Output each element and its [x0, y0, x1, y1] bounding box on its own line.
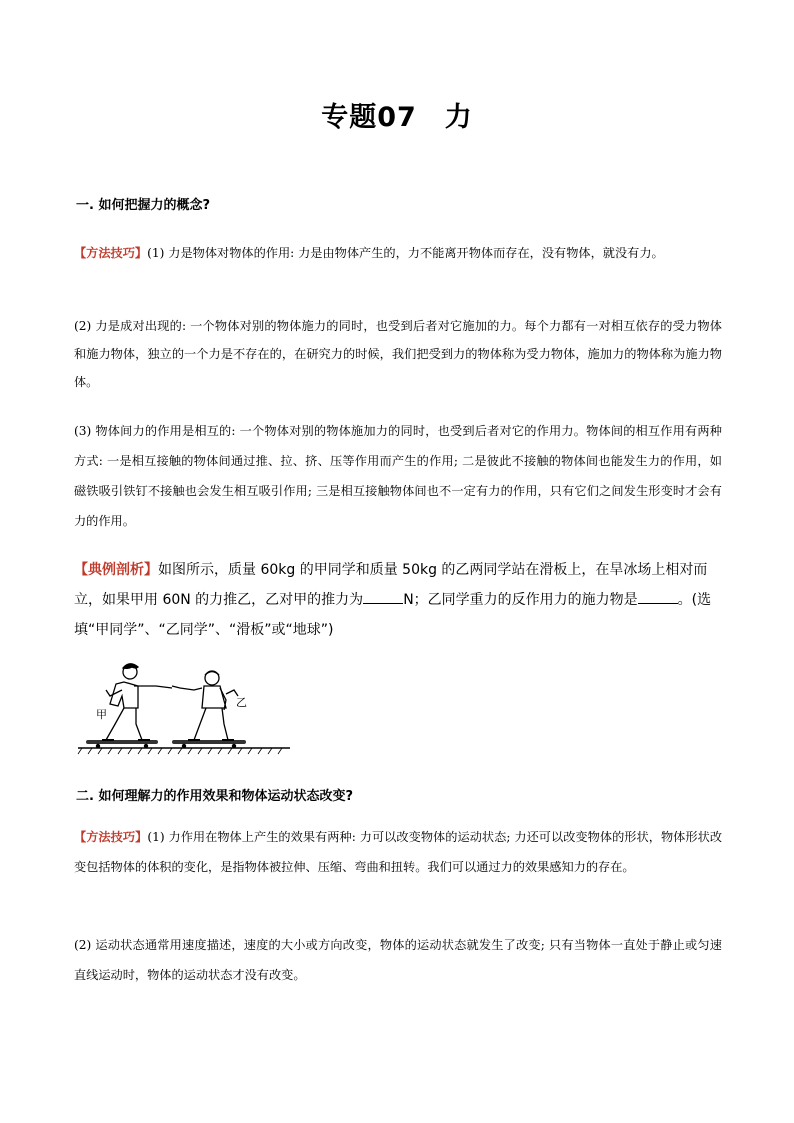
section-2-heading: 二. 如何理解力的作用效果和物体运动状态改变? [76, 789, 354, 804]
label-jia: 甲 [96, 708, 107, 721]
section-1-paragraph-2: (2) 力是成对出现的: 一个物体对别的物体施力的同时，也受到后者对它施加的力。每个力都有一对相互依存的受力物体和施力物体，独立的一个力是不存在的，在研究力的时候，我们把受到力的物体称为受力物体，施加力的物体称为施力物体。 [74, 319, 722, 389]
page-title: 专题07 力 [321, 102, 473, 133]
paragraph-text: (1) 力是物体对物体的作用: 力是由物体产生的，力不能离开物体而存在，没有物体，就没有力。 [147, 246, 664, 260]
example-text-c: 。(选填“甲同学”、“乙同学”、“滑板”或“地球”) [74, 592, 712, 638]
method-tag: 【方法技巧】 [74, 246, 148, 260]
method-tag: 【方法技巧】 [74, 830, 148, 844]
skateboard-right [172, 740, 246, 748]
section-1-paragraph-3: (3) 物体间力的作用是相互的: 一个物体对别的物体施加力的同时，也受到后者对它的作用力。物体间的相互作用有两种方式: 一是相互接触的物体间通过推、拉、挤、压等作用而产生的作用; 二是彼此不接触的物体间也能发生力的作用，如磁铁吸引铁钉不接触也会发生相互吸引作用; 三是相互接触物体间也不一定有力的作用，只有它们之间发生形变时才会有力的作用。 [74, 424, 722, 528]
ground-hatching [78, 748, 282, 754]
example-text-b: N；乙同学重力的反作用力的施力物是 [403, 592, 638, 608]
example-tag: 【典例剖析】 [74, 562, 158, 578]
student-jia [102, 664, 172, 740]
section-1-paragraph-1 [74, 238, 722, 268]
student-yi [172, 671, 238, 740]
paragraph-text: (1) 力作用在物体上产生的效果有两种: 力可以改变物体的运动状态; 力还可以改变物体的形状，物体形状改变包括物体的体积的变化，是指物体被拉伸、压缩、弯曲和扭转。我们可以通过力的效果感知力的存在。 [74, 830, 723, 874]
example-text-a: 如图所示，质量 60kg 的甲同学和质量 50kg 的乙两同学站在滑板上，在旱冰场上相对而立，如果甲用 60N 的力推乙，乙对甲的推力为 [74, 562, 708, 608]
section-1-heading: 一. 如何把握力的概念? [76, 198, 211, 213]
skateboard-figure [76, 660, 292, 756]
example-problem [74, 555, 726, 645]
answer-blank-1[interactable] [363, 591, 403, 604]
skateboard-left [86, 740, 158, 748]
section-2-paragraph-2: (2) 运动状态通常用速度描述，速度的大小或方向改变，物体的运动状态就发生了改变; 只有当物体一直处于静止或匀速直线运动时，物体的运动状态才没有改变。 [74, 938, 722, 982]
label-yi: 乙 [236, 696, 247, 709]
answer-blank-2[interactable] [638, 591, 678, 604]
section-2-paragraph-1 [74, 822, 722, 882]
